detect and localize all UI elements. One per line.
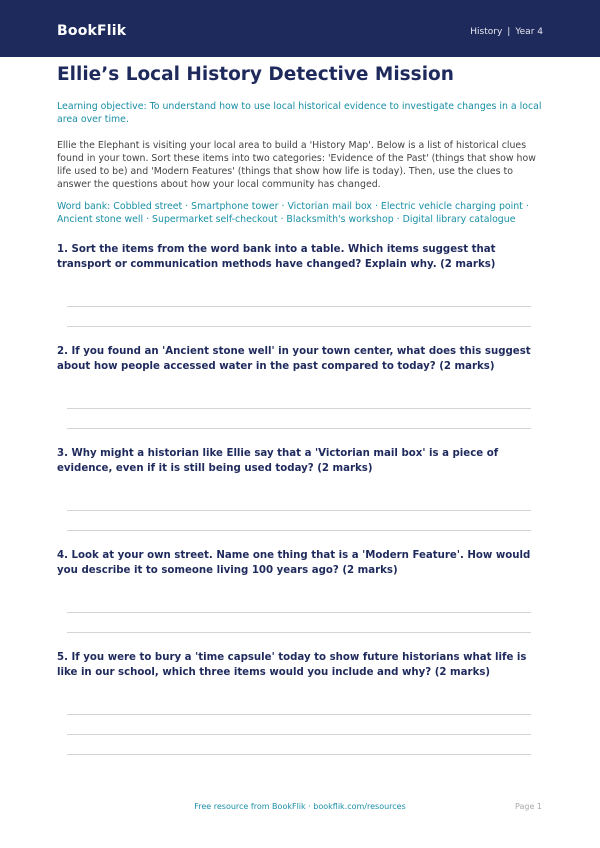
learning-objective: Learning objective: To understand how to use local historical evidence to investigate changes in a local area over time. bbox=[57, 101, 542, 125]
question-1: 1. Sort the items from the word bank into a table. Which items suggest that transport or communication methods have changed? Explain why. (2 marks) bbox=[57, 244, 496, 270]
header-meta bbox=[470, 27, 543, 37]
answer-line bbox=[67, 530, 531, 531]
subject-label: History bbox=[470, 27, 503, 37]
answer-line bbox=[67, 326, 531, 327]
question-4: 4. Look at your own street. Name one thing that is a 'Modern Feature'. How would you describe it to someone living 100 years ago? (2 marks) bbox=[57, 550, 531, 576]
question-2: 2. If you found an 'Ancient stone well' in your town center, what does this suggest about how people accessed water in the past compared to today? (2 marks) bbox=[57, 346, 531, 372]
answer-line bbox=[67, 754, 531, 755]
answer-line bbox=[67, 714, 531, 715]
answer-line bbox=[67, 734, 531, 735]
question-3: 3. Why might a historian like Ellie say that a 'Victorian mail box' is a piece of evidence, even if it is still being used today? (2 marks) bbox=[57, 448, 499, 474]
brand-logo: BookFlik bbox=[57, 23, 127, 39]
question-5: 5. If you were to bury a 'time capsule' today to show future historians what life is like in our school, which three items would you include and why? (2 marks) bbox=[57, 652, 527, 678]
page-footer bbox=[0, 802, 600, 814]
page-title: Ellie’s Local History Detective Mission bbox=[57, 64, 454, 85]
page-header bbox=[0, 0, 600, 57]
answer-line bbox=[67, 306, 531, 307]
answer-line bbox=[67, 428, 531, 429]
answer-line bbox=[67, 612, 531, 613]
answer-line bbox=[67, 632, 531, 633]
meta-separator: | bbox=[507, 27, 511, 37]
answer-line bbox=[67, 510, 531, 511]
answer-line bbox=[67, 408, 531, 409]
word-bank: Word bank: Cobbled street · Smartphone tower · Victorian mail box · Electric vehicle charging point · Ancient stone well · Supermarket self-checkout · Blacksmith's workshop · Digital library catalogue bbox=[57, 201, 529, 225]
year-label: Year 4 bbox=[515, 27, 543, 37]
footer-credit: Free resource from BookFlik · bookflik.com/resources bbox=[194, 802, 406, 811]
intro-paragraph: Ellie the Elephant is visiting your local area to build a 'History Map'. Below is a list of historical clues found in your town. Sort these items into two categories: 'Evidence of the Past' (things that show how life used to be) and 'Modern Features' (things that show how life is today). Then, use the clues to answer the questions about how your local community has changed. bbox=[57, 140, 536, 190]
page-number: Page 1 bbox=[515, 802, 542, 811]
